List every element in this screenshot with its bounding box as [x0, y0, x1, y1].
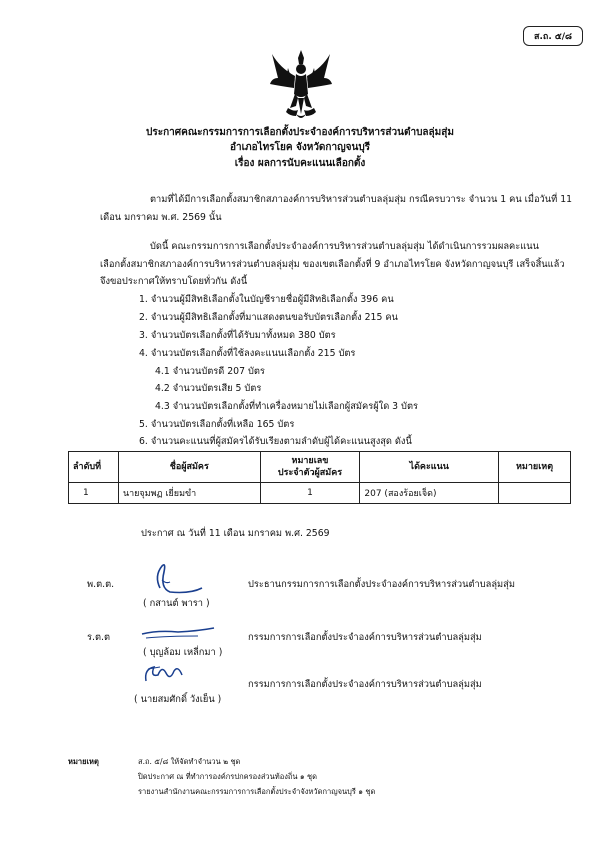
announce-date: ประกาศ ณ วันที่ 11 เดือน มกราคม พ.ศ. 2569 [141, 528, 330, 539]
cell-number: 1 [260, 483, 360, 504]
signature-2-name: ( บุญล้อม เหลี่กมา ) [143, 647, 223, 658]
header-line-2: อำเภอไทรโยค จังหวัดกาญจนบุรี [229, 142, 371, 153]
col-header-score: ได้คะแนน [360, 452, 499, 483]
item-4-2: 4.2 จำนวนบัตรเสีย 5 บัตร [155, 383, 262, 394]
para1-line2: เดือน มกราคม พ.ศ. 2569 นั้น [100, 212, 222, 223]
cell-order: 1 [69, 483, 119, 504]
item-6: 6. จำนวนคะแนนที่ผู้สมัครได้รับเรียงตามลำดับผู้ได้คะแนนสูงสุด ดังนี้ [139, 436, 412, 447]
signature-2-rank: ร.ต.ต [87, 632, 110, 643]
signature-3-handwriting [140, 661, 190, 692]
item-5: 5. จำนวนบัตรเลือกตั้งที่เหลือ 165 บัตร [139, 419, 295, 430]
signature-3-name: ( นายสมศักดิ์ วังเย็น ) [134, 694, 222, 705]
para1-line1: ตามที่ได้มีการเลือกตั้งสมาชิกสภาองค์การบริหารส่วนตำบลลุ่มสุ่ม กรณีครบวาระ จำนวน 1 คน เมื่อวันที่ 11 [150, 194, 573, 205]
header-line-3: เรื่อง ผลการนับคะแนนเลือกตั้ง [234, 158, 366, 169]
col-header-name: ชื่อผู้สมัคร [118, 452, 260, 483]
footer-line-3: รายงานสำนักงานคณะกรรมการการเลือกตั้งประจำจังหวัดกาญจนบุรี ๑ ชุด [138, 787, 376, 796]
footer-line-1: ส.ถ. ๕/๘ ให้จัดทำจำนวน ๒ ชุด [138, 757, 241, 766]
signature-2-role: กรรมการการเลือกตั้งประจำองค์การบริหารส่วนตำบลลุ่มสุ่ม [248, 632, 482, 643]
cell-name: นายจุมพฏ เยี่ยมขำ [118, 483, 260, 504]
table-header-row [69, 452, 571, 483]
para2-line3: จึงขอประกาศให้ทราบโดยทั่วกัน ดังนี้ [100, 276, 248, 287]
para2-line2: เลือกตั้งสมาชิกสภาองค์การบริหารส่วนตำบลลุ่มสุ่ม ของเขตเลือกตั้งที่ 9 อำเภอไทรโยค จังหวัดกาญจนบุรี เสร็จสิ้นแล้ว [100, 259, 565, 270]
col-header-number-line2: ประจำตัวผู้สมัคร [277, 468, 343, 478]
col-header-number [260, 452, 360, 483]
signature-1-role: ประธานกรรมการการเลือกตั้งประจำองค์การบริหารส่วนตำบลลุ่มสุ่ม [248, 579, 515, 590]
cell-note [499, 483, 571, 504]
results-table [68, 451, 571, 504]
signature-1-name: ( กสานต์ พารา ) [143, 598, 210, 609]
item-4-1: 4.1 จำนวนบัตรดี 207 บัตร [155, 366, 265, 377]
col-header-note: หมายเหตุ [499, 452, 571, 483]
table-row [69, 483, 571, 504]
signature-1-handwriting [140, 558, 210, 601]
cell-score: 207 (สองร้อยเจ็ด) [360, 483, 499, 504]
signature-1-rank: พ.ต.ต. [87, 579, 115, 590]
col-header-number-line1: หมายเลข [291, 456, 329, 466]
item-4-3: 4.3 จำนวนบัตรเลือกตั้งที่ทำเครื่องหมายไม่เลือกผู้สมัครผู้ใด 3 บัตร [155, 401, 418, 412]
garuda-emblem-icon [268, 48, 334, 124]
signature-3-role: กรรมการการเลือกตั้งประจำองค์การบริหารส่วนตำบลลุ่มสุ่ม [248, 679, 482, 690]
header-line-1: ประกาศคณะกรรมการการเลือกตั้งประจำองค์การบริหารส่วนตำบลลุ่มสุ่ม [146, 127, 454, 138]
item-4: 4. จำนวนบัตรเลือกตั้งที่ใช้ลงคะแนนเลือกตั้ง 215 บัตร [139, 348, 356, 359]
col-header-order: ลำดับที่ [69, 452, 119, 483]
para2-line1: บัดนี้ คณะกรรมการการเลือกตั้งประจำองค์การบริหารส่วนตำบลลุ่มสุ่ม ได้ดำเนินการรวมผลคะแนน [150, 241, 539, 252]
form-code-box: ส.ถ. ๕/๘ [523, 26, 583, 46]
footer-line-2: ปิดประกาศ ณ ที่ทำการองค์กรปกครองส่วนท้องถิ่น ๑ ชุด [138, 772, 318, 781]
item-3: 3. จำนวนบัตรเลือกตั้งที่ได้รับมาทั้งหมด 380 บัตร [139, 330, 336, 341]
signature-2-handwriting [138, 622, 218, 647]
footer-label: หมายเหตุ [68, 757, 99, 766]
item-1: 1. จำนวนผู้มีสิทธิเลือกตั้งในบัญชีรายชื่อผู้มีสิทธิเลือกตั้ง 396 คน [139, 294, 394, 305]
item-2: 2. จำนวนผู้มีสิทธิเลือกตั้งที่มาแสดงตนขอรับบัตรเลือกตั้ง 215 คน [139, 312, 398, 323]
